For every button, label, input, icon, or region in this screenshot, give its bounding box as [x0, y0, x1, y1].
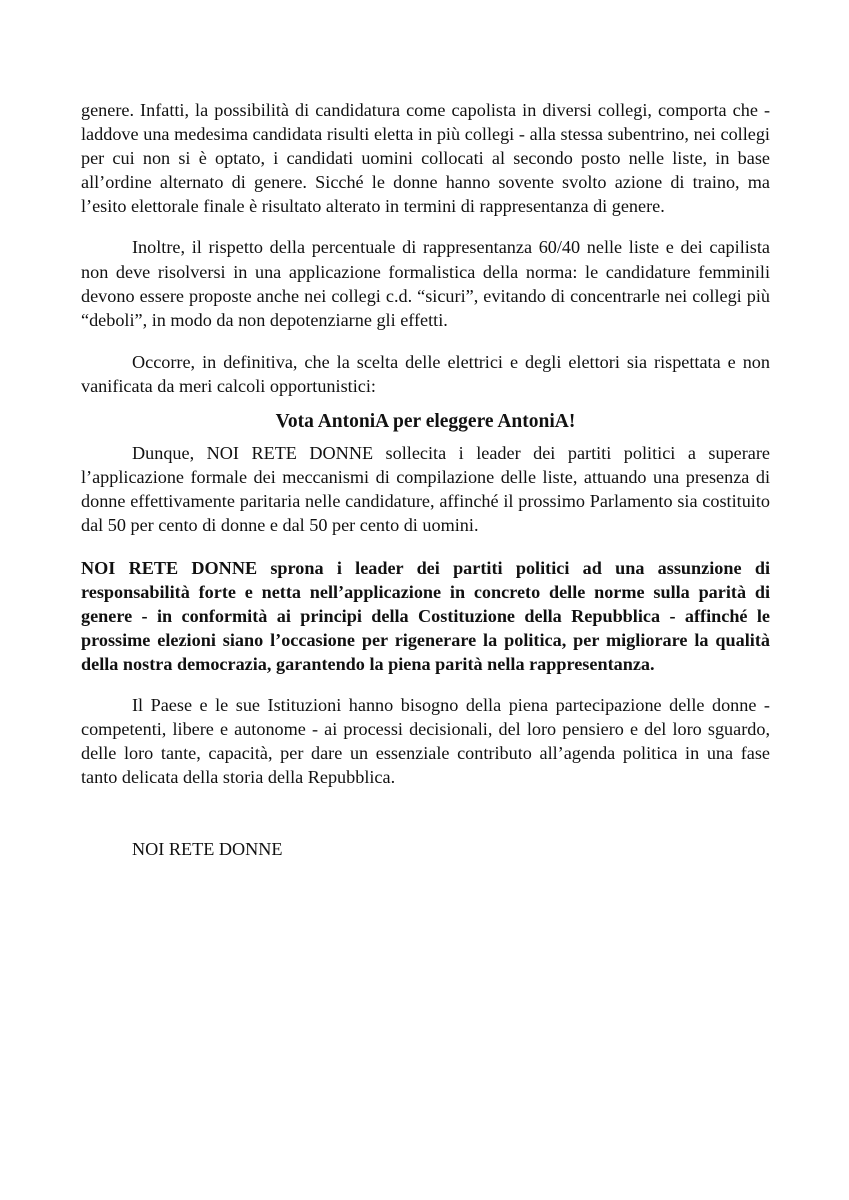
signature: NOI RETE DONNE — [132, 839, 283, 860]
paragraph-bold-appeal: NOI RETE DONNE sprona i leader dei partiti politici ad una assunzione di responsabilità forte e netta nell’applicazione in concreto delle norme sulla parità di genere - in conformità ai principi della Costituzione della Repubblica - affinché le prossime elezioni siano l’occasione per rigenerare la politica, per migliorare la qualità della nostra democrazia, garantendo la piena parità nella rappresentanza. — [81, 557, 770, 674]
slogan-heading: Vota AntoniA per eleggere AntoniA! — [275, 411, 576, 433]
paragraph-quota-60-40: Inoltre, il rispetto della percentuale di rappresentanza 60/40 nelle liste e dei capilista non deve risolversi in una applicazione formalistica della norma: le candidature femminili devono essere proposte anche nei collegi c.d. “sicuri”, evitando di concentrarle nei collegi più “deboli”, in modo da non depotenziarne gli effetti. — [81, 237, 770, 330]
paragraph-voter-choice: Occorre, in definitiva, che la scelta delle elettrici e degli elettori sia rispettata e non vanificata da meri calcoli opportunistici: — [81, 351, 770, 396]
paragraph-gender-candidacy: genere. Infatti, la possibilità di candidatura come capolista in diversi collegi, comporta che - laddove una medesima candidata risulti eletta in più collegi - alla stessa subentrino, nei collegi per cui non si è optato, i candidati uomini collocati al secondo posto nelle liste, in base all’ordine alternato di genere. Sicché le donne hanno sovente svolto azione di traino, ma l’esito elettorale finale è risultato alterato in termini di rappresentanza di genere. — [81, 100, 770, 217]
paragraph-party-leaders-request: Dunque, NOI RETE DONNE sollecita i leader dei partiti politici a superare l’applicazione formale dei meccanismi di compilazione delle liste, attuando una presenza di donne effettivamente paritaria nelle candidature, affinché il prossimo Parlamento sia costituito dal 50 per cento di donne e dal 50 per cento di uomini. — [81, 443, 770, 536]
paragraph-country-institutions: Il Paese e le sue Istituzioni hanno bisogno della piena partecipazione delle donne - competenti, libere e autonome - ai processi decisionali, del loro pensiero e del loro sguardo, delle loro tante, capacità, per dare un essenziale contributo all’agenda politica in una fase tanto delicata della storia della Repubblica. — [81, 694, 770, 788]
document-page — [81, 98, 770, 861]
